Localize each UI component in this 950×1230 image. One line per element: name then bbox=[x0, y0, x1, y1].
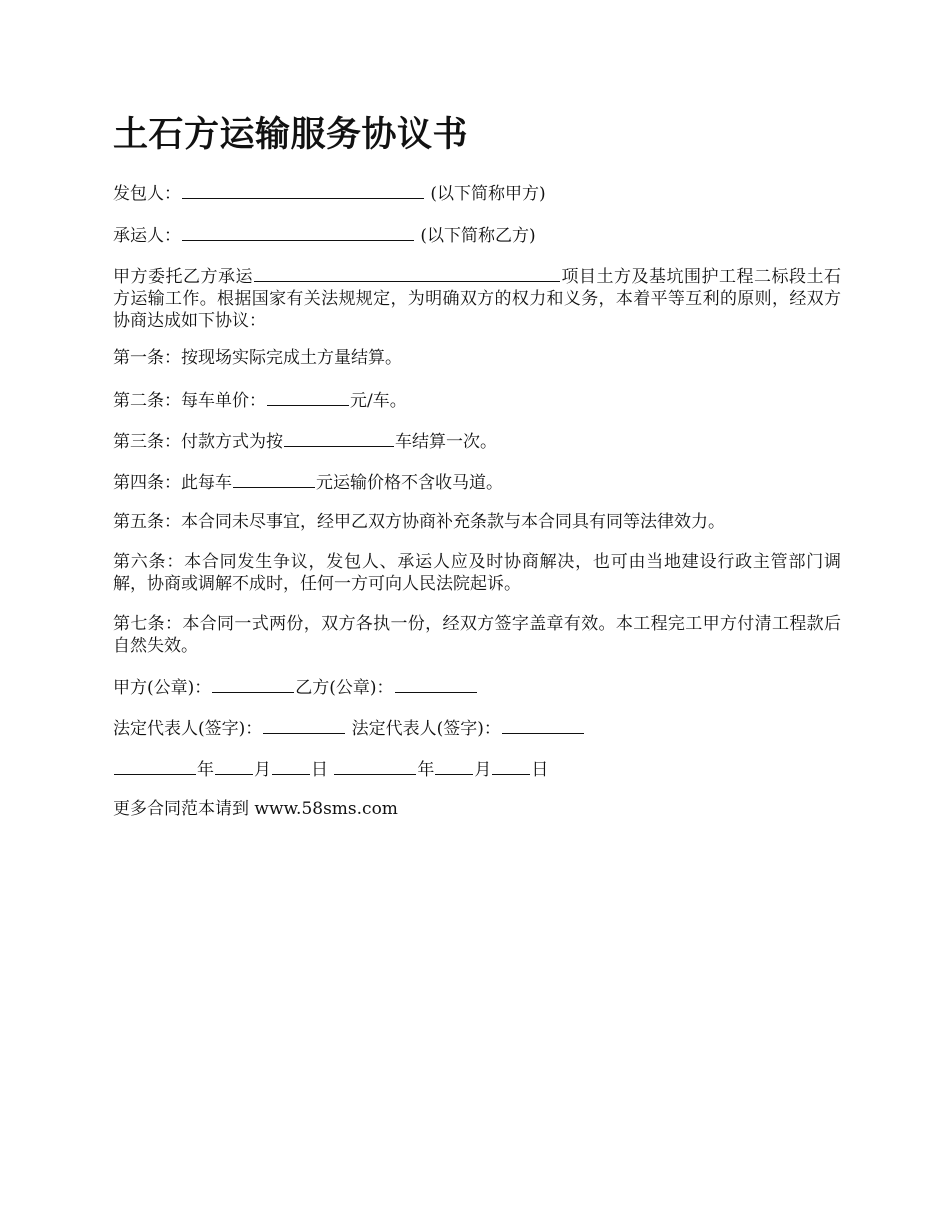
document-title: 土石方运输服务协议书 bbox=[113, 114, 469, 155]
date-b-day-blank[interactable] bbox=[492, 757, 530, 775]
intro-prefix: 甲方委托乙方承运 bbox=[113, 267, 253, 287]
party-b-seal-blank[interactable] bbox=[395, 675, 477, 693]
date-a-year: 年 bbox=[197, 760, 214, 780]
legal-rep-line bbox=[113, 716, 585, 740]
legal-rep-a-blank[interactable] bbox=[263, 716, 345, 734]
legal-rep-a-label: 法定代表人(签字)： bbox=[113, 719, 263, 739]
article-3-suffix: 车结算一次。 bbox=[395, 432, 497, 452]
article-2 bbox=[113, 388, 407, 412]
date-b-day: 日 bbox=[531, 760, 549, 780]
article-2-suffix: 元/车。 bbox=[350, 391, 407, 411]
article-4-prefix: 第四条：此每车 bbox=[113, 473, 232, 493]
date-line bbox=[113, 757, 548, 781]
date-a-day-blank[interactable] bbox=[272, 757, 310, 775]
unit-price-blank[interactable] bbox=[267, 388, 349, 406]
party-a-seal-blank[interactable] bbox=[212, 675, 294, 693]
date-a-day: 日 bbox=[311, 760, 328, 780]
carrier-line bbox=[113, 223, 536, 247]
article-4 bbox=[113, 470, 503, 494]
footer-link[interactable]: 更多合同范本请到 www.58sms.com bbox=[113, 799, 398, 819]
party-a-seal-label: 甲方(公章)： bbox=[113, 678, 212, 698]
article-4-suffix: 元运输价格不含收马道。 bbox=[316, 473, 503, 493]
seal-line bbox=[113, 675, 478, 699]
date-b-year: 年 bbox=[417, 760, 435, 780]
date-a-month-blank[interactable] bbox=[215, 757, 253, 775]
date-b-month: 月 bbox=[474, 760, 492, 780]
article-7: 第七条：本合同一式两份，双方各执一份，经双方签字盖章有效。本工程完工甲方付清工程款后自然失效。 bbox=[113, 614, 841, 656]
carrier-suffix: (以下简称乙方) bbox=[420, 226, 536, 246]
employer-line bbox=[113, 181, 546, 205]
article-5: 第五条：本合同未尽事宜，经甲乙双方协商补充条款与本合同具有同等法律效力。 bbox=[113, 512, 725, 532]
article-6: 第六条：本合同发生争议，发包人、承运人应及时协商解决，也可由当地建设行政主管部门调解，协商或调解不成时，任何一方可向人民法院起诉。 bbox=[113, 552, 841, 594]
payment-trucks-blank[interactable] bbox=[284, 429, 394, 447]
article-1: 第一条：按现场实际完成土方量结算。 bbox=[113, 348, 402, 368]
date-b-month-blank[interactable] bbox=[435, 757, 473, 775]
employer-blank[interactable] bbox=[182, 181, 424, 199]
date-a-year-blank[interactable] bbox=[114, 757, 196, 775]
carrier-blank[interactable] bbox=[182, 223, 414, 241]
article-3 bbox=[113, 429, 497, 453]
date-a-month: 月 bbox=[254, 760, 271, 780]
employer-suffix: (以下简称甲方) bbox=[430, 184, 546, 204]
transport-price-blank[interactable] bbox=[233, 470, 315, 488]
article-3-prefix: 第三条：付款方式为按 bbox=[113, 432, 283, 452]
intro-rest: 项目土方及基坑围护工程二标段土石方运输工作。根据国家有关法规规定，为明确双方的权力和义务，本着平等互利的原则，经双方协商达成如下协议： bbox=[113, 267, 841, 331]
legal-rep-b-blank[interactable] bbox=[502, 716, 584, 734]
carrier-label: 承运人： bbox=[113, 226, 181, 246]
intro-paragraph bbox=[113, 264, 841, 332]
legal-rep-b-label: 法定代表人(签字)： bbox=[351, 719, 501, 739]
article-2-prefix: 第二条：每车单价： bbox=[113, 391, 266, 411]
date-b-year-blank[interactable] bbox=[334, 757, 416, 775]
employer-label: 发包人： bbox=[113, 184, 181, 204]
party-b-seal-label: 乙方(公章)： bbox=[295, 678, 394, 698]
project-name-blank[interactable] bbox=[254, 264, 560, 282]
